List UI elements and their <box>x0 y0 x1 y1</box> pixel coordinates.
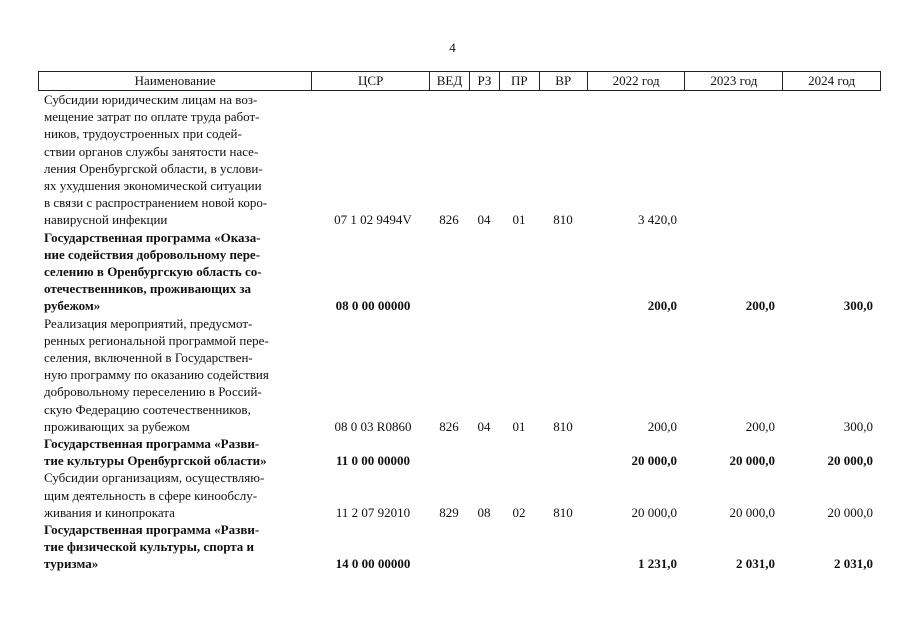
table-row <box>38 91 881 229</box>
row-csr: 08 0 03 R0860 <box>334 418 412 434</box>
row-name-line: Субсидии организациям, осуществляю- <box>44 470 265 486</box>
row-name-line: ствии органов службы занятости насе- <box>44 143 259 159</box>
row-name-line: Государственная программа «Разви- <box>44 522 260 538</box>
row-ved: 826 <box>439 418 459 434</box>
row-name-line: тие физической культуры, спорта и <box>44 539 255 555</box>
row-name-line: ренных региональной программой пере- <box>44 332 269 348</box>
row-name-line: в связи с распространением новой коро- <box>44 195 268 211</box>
row-name-line: щим деятельность в сфере кинообслу- <box>44 487 258 503</box>
budget-table <box>38 71 881 573</box>
row-2022: 3 420,0 <box>638 212 677 228</box>
row-name-line: ние содействия добровольному пере- <box>44 246 261 262</box>
row-name <box>38 521 311 573</box>
row-pr: 02 <box>512 504 526 520</box>
row-name-line: скую Федерацию соотечественников, <box>44 401 251 417</box>
row-name-line: селению в Оренбургскую область со- <box>44 264 262 280</box>
row-name-line: ях ухудшения экономической ситуации <box>44 178 262 194</box>
row-2024: 20 000,0 <box>827 504 873 520</box>
row-name-line: туризма» <box>44 556 99 572</box>
row-name-line: добровольному переселению в Россий- <box>44 384 262 400</box>
row-ved: 829 <box>439 504 459 520</box>
header-2023: 2023 год <box>684 72 782 90</box>
row-2024: 300,0 <box>843 298 873 314</box>
row-name <box>38 229 311 315</box>
row-rz: 08 <box>477 504 491 520</box>
row-name-line: отечественников, проживающих за <box>44 281 252 297</box>
row-name-line: ную программу по оказанию содействия <box>44 367 269 383</box>
row-2022: 200,0 <box>647 298 677 314</box>
row-name-line: живания и кинопроката <box>44 504 175 520</box>
row-2024: 20 000,0 <box>827 453 873 469</box>
header-2022: 2022 год <box>587 72 685 90</box>
header-rz: РЗ <box>469 72 499 90</box>
row-2023: 20 000,0 <box>729 453 775 469</box>
row-2022: 20 000,0 <box>631 453 677 469</box>
row-2024: 2 031,0 <box>834 556 873 572</box>
table-row <box>38 435 881 469</box>
row-csr: 08 0 00 00000 <box>335 298 411 314</box>
row-pr: 01 <box>512 212 526 228</box>
row-name-line: Государственная программа «Оказа- <box>44 229 261 245</box>
row-name-line: тие культуры Оренбургской области» <box>44 453 267 469</box>
row-name-line: ников, трудоустроенных при содей- <box>44 126 242 142</box>
header-pr: ПР <box>499 72 539 90</box>
row-name-line: Государственная программа «Разви- <box>44 436 260 452</box>
row-name-line: мещение затрат по оплате труда работ- <box>44 109 260 125</box>
row-2023: 200,0 <box>745 418 775 434</box>
row-2022: 20 000,0 <box>631 504 677 520</box>
row-name-line: навирусной инфекции <box>44 212 168 228</box>
row-2024: 300,0 <box>843 418 873 434</box>
row-name-line: Субсидии юридическим лицам на воз- <box>44 92 258 107</box>
row-name-line: селения, включенной в Государствен- <box>44 350 253 366</box>
row-vr: 810 <box>553 504 573 520</box>
row-csr: 07 1 02 9494V <box>334 212 412 228</box>
row-rz: 04 <box>477 212 491 228</box>
row-csr: 11 2 07 92010 <box>335 504 411 520</box>
row-ved: 826 <box>439 212 459 228</box>
header-ved: ВЕД <box>429 72 469 90</box>
table-body <box>38 91 881 573</box>
table-header <box>38 71 881 91</box>
row-pr: 01 <box>512 418 526 434</box>
row-name-line: Реализация мероприятий, предусмот- <box>44 315 253 331</box>
row-name-line: проживающих за рубежом <box>44 418 190 434</box>
row-csr: 14 0 00 00000 <box>335 556 411 572</box>
row-vr: 810 <box>553 418 573 434</box>
row-2023: 2 031,0 <box>736 556 775 572</box>
page-number: 4 <box>449 40 456 55</box>
row-2023: 200,0 <box>745 298 775 314</box>
table-row <box>38 229 881 315</box>
row-rz: 04 <box>477 418 491 434</box>
row-csr: 11 0 00 00000 <box>335 453 411 469</box>
row-name <box>38 91 311 229</box>
table-row <box>38 315 881 435</box>
row-vr: 810 <box>553 212 573 228</box>
row-name <box>38 469 311 521</box>
header-name: Наименование <box>134 73 216 88</box>
table-row <box>38 469 881 521</box>
row-name <box>38 435 311 469</box>
row-2022: 200,0 <box>647 418 677 434</box>
header-2024: 2024 год <box>782 72 880 90</box>
row-name <box>38 315 311 435</box>
row-2022: 1 231,0 <box>638 556 677 572</box>
header-csr: ЦСР <box>311 72 429 90</box>
row-2023: 20 000,0 <box>729 504 775 520</box>
table-row <box>38 521 881 573</box>
row-name-line: ления Оренбургской области, в услови- <box>44 160 263 176</box>
header-vr: ВР <box>539 72 587 90</box>
row-name-line: рубежом» <box>44 298 101 314</box>
